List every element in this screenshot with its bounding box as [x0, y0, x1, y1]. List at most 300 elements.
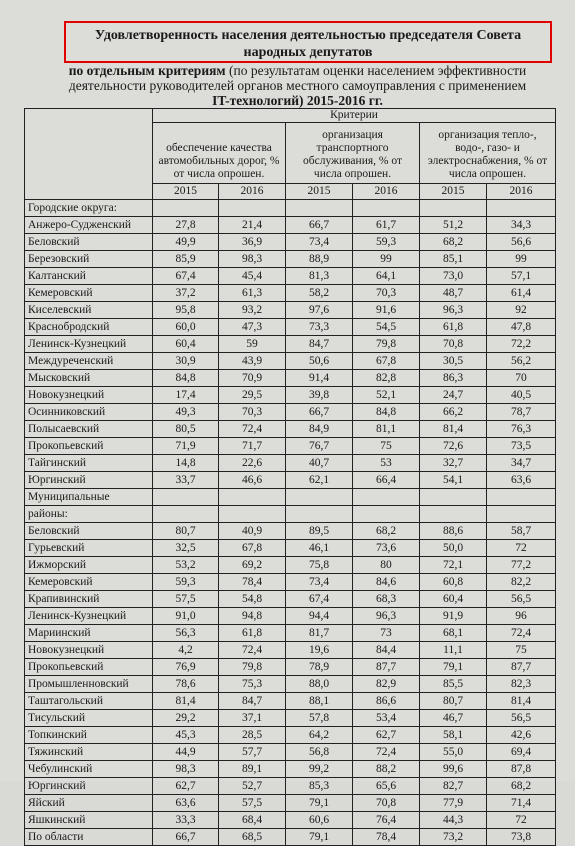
value-cell: 40,9 [219, 523, 286, 540]
value-cell: 57,5 [219, 795, 286, 812]
section-row-municipal-districts-cont [25, 506, 556, 523]
value-cell: 88,6 [420, 523, 487, 540]
row-label: Гурьевский [25, 540, 153, 557]
value-cell: 46,6 [219, 472, 286, 489]
row-label: Тисульский [25, 710, 153, 727]
value-cell: 87,7 [353, 659, 420, 676]
year-header: 2015 [153, 184, 219, 200]
table-row [25, 540, 556, 557]
row-label: Беловский [25, 234, 153, 251]
value-cell: 81,4 [420, 421, 487, 438]
value-cell: 81,4 [487, 693, 556, 710]
value-cell: 68,2 [353, 523, 420, 540]
section-row-municipal-districts [25, 489, 556, 506]
table-row [25, 455, 556, 472]
table-row [25, 234, 556, 251]
value-cell: 84,4 [353, 642, 420, 659]
value-cell: 62,1 [286, 472, 353, 489]
value-cell: 32,7 [420, 455, 487, 472]
value-cell: 85,3 [286, 778, 353, 795]
table-row [25, 812, 556, 829]
value-cell: 29,2 [153, 710, 219, 727]
row-label: Тяжинский [25, 744, 153, 761]
value-cell: 27,8 [153, 217, 219, 234]
table-row [25, 676, 556, 693]
value-cell: 56,5 [487, 591, 556, 608]
value-cell: 68,1 [420, 625, 487, 642]
row-label: Полысаевский [25, 421, 153, 438]
value-cell: 34,3 [487, 217, 556, 234]
table-row [25, 404, 556, 421]
value-cell: 99 [487, 251, 556, 268]
table-row [25, 285, 556, 302]
table-row [25, 336, 556, 353]
row-label: Прокопьевский [25, 438, 153, 455]
value-cell: 64,2 [286, 727, 353, 744]
row-label: Междуреченский [25, 353, 153, 370]
table-row [25, 659, 556, 676]
value-cell: 67,4 [286, 591, 353, 608]
table-row [25, 574, 556, 591]
value-cell: 86,3 [420, 370, 487, 387]
value-cell: 72,1 [420, 557, 487, 574]
value-cell: 82,9 [353, 676, 420, 693]
row-label: Беловский [25, 523, 153, 540]
value-cell: 61,4 [487, 285, 556, 302]
table-row [25, 778, 556, 795]
value-cell: 37,2 [153, 285, 219, 302]
value-cell: 81,3 [286, 268, 353, 285]
value-cell: 88,2 [353, 761, 420, 778]
value-cell: 91,4 [286, 370, 353, 387]
value-cell: 77,9 [420, 795, 487, 812]
value-cell: 66,2 [420, 404, 487, 421]
value-cell: 54,1 [420, 472, 487, 489]
value-cell: 72 [487, 540, 556, 557]
value-cell: 73,8 [487, 829, 556, 846]
value-cell: 73,6 [353, 540, 420, 557]
row-label: Ленинск-Кузнецкий [25, 608, 153, 625]
value-cell: 81,1 [353, 421, 420, 438]
value-cell: 68,2 [487, 778, 556, 795]
value-cell: 80,7 [420, 693, 487, 710]
row-label: Яйский [25, 795, 153, 812]
value-cell: 95,8 [153, 302, 219, 319]
value-cell: 71,9 [153, 438, 219, 455]
value-cell: 87,8 [487, 761, 556, 778]
year-header: 2015 [420, 184, 487, 200]
value-cell: 78,7 [487, 404, 556, 421]
value-cell: 24,7 [420, 387, 487, 404]
value-cell: 61,8 [420, 319, 487, 336]
value-cell: 88,9 [286, 251, 353, 268]
value-cell: 58,1 [420, 727, 487, 744]
value-cell: 33,7 [153, 472, 219, 489]
value-cell: 55,0 [420, 744, 487, 761]
value-cell: 72,4 [487, 625, 556, 642]
value-cell: 80 [353, 557, 420, 574]
table-row [25, 608, 556, 625]
value-cell: 17,4 [153, 387, 219, 404]
value-cell: 86,6 [353, 693, 420, 710]
value-cell: 72,4 [219, 642, 286, 659]
value-cell: 82,8 [353, 370, 420, 387]
value-cell: 89,1 [219, 761, 286, 778]
row-label: Юргинский [25, 472, 153, 489]
row-label: Прокопьевский [25, 659, 153, 676]
value-cell: 29,5 [219, 387, 286, 404]
table-row [25, 829, 556, 846]
year-header: 2016 [353, 184, 420, 200]
value-cell: 76,7 [286, 438, 353, 455]
value-cell: 93,2 [219, 302, 286, 319]
value-cell: 53,4 [353, 710, 420, 727]
row-label: Киселевский [25, 302, 153, 319]
row-label: Краснобродский [25, 319, 153, 336]
value-cell: 76,3 [487, 421, 556, 438]
value-cell: 54,8 [219, 591, 286, 608]
table-row [25, 642, 556, 659]
value-cell: 79,8 [353, 336, 420, 353]
value-cell: 76,4 [353, 812, 420, 829]
value-cell: 63,6 [153, 795, 219, 812]
table-row [25, 302, 556, 319]
value-cell: 73,4 [286, 574, 353, 591]
value-cell: 48,7 [420, 285, 487, 302]
value-cell: 96 [487, 608, 556, 625]
value-cell: 92 [487, 302, 556, 319]
row-label: Мысковский [25, 370, 153, 387]
value-cell: 72,4 [353, 744, 420, 761]
value-cell: 40,5 [487, 387, 556, 404]
value-cell: 66,7 [286, 217, 353, 234]
column-header-roads: обеспечение качества автомобильных дорог, % от числа опрошен. [153, 123, 286, 184]
value-cell: 96,3 [420, 302, 487, 319]
value-cell: 87,7 [487, 659, 556, 676]
value-cell: 44,3 [420, 812, 487, 829]
table-row [25, 744, 556, 761]
value-cell: 66,7 [286, 404, 353, 421]
row-label: Яшкинский [25, 812, 153, 829]
section-label: Муниципальные [25, 489, 153, 506]
value-cell: 60,6 [286, 812, 353, 829]
row-label: Юргинский [25, 778, 153, 795]
value-cell: 68,4 [219, 812, 286, 829]
value-cell: 79,8 [219, 659, 286, 676]
value-cell: 60,4 [420, 591, 487, 608]
table-row [25, 268, 556, 285]
value-cell: 91,9 [420, 608, 487, 625]
row-label: Ижморский [25, 557, 153, 574]
document-subtitle [60, 63, 535, 108]
value-cell: 99,2 [286, 761, 353, 778]
value-cell: 66,4 [353, 472, 420, 489]
table-corner-cell [25, 109, 153, 200]
value-cell: 45,4 [219, 268, 286, 285]
value-cell: 61,8 [219, 625, 286, 642]
value-cell: 72 [487, 812, 556, 829]
value-cell: 52,1 [353, 387, 420, 404]
value-cell: 69,2 [219, 557, 286, 574]
value-cell: 30,5 [420, 353, 487, 370]
table-row [25, 710, 556, 727]
table-row [25, 319, 556, 336]
value-cell: 52,7 [219, 778, 286, 795]
value-cell: 61,3 [219, 285, 286, 302]
value-cell: 59,3 [153, 574, 219, 591]
table-row [25, 591, 556, 608]
value-cell: 67,8 [219, 540, 286, 557]
value-cell: 91,6 [353, 302, 420, 319]
subtitle-bold-part-2: IT-технологий) 2015-2016 гг. [212, 93, 383, 108]
value-cell: 73 [353, 625, 420, 642]
value-cell: 46,7 [420, 710, 487, 727]
year-header: 2016 [487, 184, 556, 200]
value-cell: 63,6 [487, 472, 556, 489]
value-cell: 32,5 [153, 540, 219, 557]
table-row [25, 472, 556, 489]
table-row [25, 251, 556, 268]
table-row [25, 523, 556, 540]
section-row-city-districts [25, 200, 556, 217]
table-row [25, 387, 556, 404]
value-cell: 69,4 [487, 744, 556, 761]
section-label: районы: [25, 506, 153, 523]
value-cell: 70 [487, 370, 556, 387]
row-label: Калтанский [25, 268, 153, 285]
value-cell: 22,6 [219, 455, 286, 472]
value-cell: 75,3 [219, 676, 286, 693]
value-cell: 53 [353, 455, 420, 472]
column-header-utilities: организация тепло-, водо-, газо- и электроснабжения, % от числа опрошен. [420, 123, 556, 184]
document-title: Удовлетворенность населения деятельностью председателя Совета народных депутатов [64, 21, 552, 63]
value-cell: 85,9 [153, 251, 219, 268]
value-cell: 82,7 [420, 778, 487, 795]
value-cell: 44,9 [153, 744, 219, 761]
value-cell: 50,0 [420, 540, 487, 557]
value-cell: 21,4 [219, 217, 286, 234]
row-label: Тайгинский [25, 455, 153, 472]
row-label: Новокузнецкий [25, 642, 153, 659]
value-cell: 72,6 [420, 438, 487, 455]
value-cell: 89,5 [286, 523, 353, 540]
value-cell: 30,9 [153, 353, 219, 370]
value-cell: 73,4 [286, 234, 353, 251]
value-cell: 56,6 [487, 234, 556, 251]
value-cell: 39,8 [286, 387, 353, 404]
value-cell: 70,3 [219, 404, 286, 421]
value-cell: 79,1 [286, 829, 353, 846]
subtitle-text-part: (по результатам оценки населением эффективности деятельности руководителей органов местного самоуправления с применением [68, 63, 527, 93]
value-cell: 68,3 [353, 591, 420, 608]
value-cell: 75 [487, 642, 556, 659]
table-row [25, 217, 556, 234]
table-row [25, 421, 556, 438]
value-cell: 78,4 [219, 574, 286, 591]
value-cell: 64,1 [353, 268, 420, 285]
value-cell: 94,4 [286, 608, 353, 625]
table-row [25, 353, 556, 370]
value-cell: 56,8 [286, 744, 353, 761]
value-cell: 91,0 [153, 608, 219, 625]
value-cell: 37,1 [219, 710, 286, 727]
row-label: Осинниковский [25, 404, 153, 421]
value-cell: 68,2 [420, 234, 487, 251]
value-cell: 54,5 [353, 319, 420, 336]
value-cell: 94,8 [219, 608, 286, 625]
value-cell: 77,2 [487, 557, 556, 574]
value-cell: 80,5 [153, 421, 219, 438]
value-cell: 99 [353, 251, 420, 268]
table-row [25, 795, 556, 812]
row-label: Анжеро-Судженский [25, 217, 153, 234]
value-cell: 85,5 [420, 676, 487, 693]
value-cell: 78,4 [353, 829, 420, 846]
value-cell: 71,7 [219, 438, 286, 455]
value-cell: 47,3 [219, 319, 286, 336]
value-cell: 34,7 [487, 455, 556, 472]
value-cell: 4,2 [153, 642, 219, 659]
value-cell: 57,1 [487, 268, 556, 285]
table-row [25, 557, 556, 574]
value-cell: 70,9 [219, 370, 286, 387]
row-label: Березовский [25, 251, 153, 268]
value-cell: 70,8 [420, 336, 487, 353]
value-cell: 19,6 [286, 642, 353, 659]
value-cell: 82,2 [487, 574, 556, 591]
value-cell: 84,9 [286, 421, 353, 438]
value-cell: 49,9 [153, 234, 219, 251]
value-cell: 84,8 [153, 370, 219, 387]
row-label: Кемеровский [25, 285, 153, 302]
value-cell: 72,4 [219, 421, 286, 438]
value-cell: 51,2 [420, 217, 487, 234]
value-cell: 45,3 [153, 727, 219, 744]
year-header: 2015 [286, 184, 353, 200]
value-cell: 14,8 [153, 455, 219, 472]
value-cell: 36,9 [219, 234, 286, 251]
value-cell: 57,8 [286, 710, 353, 727]
table-row [25, 693, 556, 710]
value-cell: 11,1 [420, 642, 487, 659]
value-cell: 60,0 [153, 319, 219, 336]
value-cell: 88,1 [286, 693, 353, 710]
row-label: По области [25, 829, 153, 846]
value-cell: 73,2 [420, 829, 487, 846]
table-row [25, 438, 556, 455]
value-cell: 60,4 [153, 336, 219, 353]
value-cell: 56,2 [487, 353, 556, 370]
value-cell: 42,6 [487, 727, 556, 744]
value-cell: 46,1 [286, 540, 353, 557]
value-cell: 56,5 [487, 710, 556, 727]
value-cell: 80,7 [153, 523, 219, 540]
value-cell: 81,4 [153, 693, 219, 710]
value-cell: 60,8 [420, 574, 487, 591]
row-label: Ленинск-Кузнецкий [25, 336, 153, 353]
value-cell: 79,1 [420, 659, 487, 676]
row-label: Кемеровский [25, 574, 153, 591]
row-label: Мариинский [25, 625, 153, 642]
value-cell: 50,6 [286, 353, 353, 370]
row-label: Таштагольский [25, 693, 153, 710]
criteria-header: Критерии [153, 109, 556, 123]
value-cell: 78,9 [286, 659, 353, 676]
table-row [25, 370, 556, 387]
value-cell: 73,5 [487, 438, 556, 455]
column-header-transport: организация транспортного обслуживания, % от числа опрошен. [286, 123, 420, 184]
value-cell: 72,2 [487, 336, 556, 353]
value-cell: 98,3 [219, 251, 286, 268]
value-cell: 84,7 [219, 693, 286, 710]
value-cell: 75,8 [286, 557, 353, 574]
value-cell: 28,5 [219, 727, 286, 744]
satisfaction-table [24, 108, 556, 846]
value-cell: 66,7 [153, 829, 219, 846]
value-cell: 33,3 [153, 812, 219, 829]
value-cell: 67,4 [153, 268, 219, 285]
value-cell: 88,0 [286, 676, 353, 693]
table-row [25, 625, 556, 642]
value-cell: 53,2 [153, 557, 219, 574]
value-cell: 62,7 [153, 778, 219, 795]
value-cell: 70,8 [353, 795, 420, 812]
value-cell: 81,7 [286, 625, 353, 642]
row-label: Топкинский [25, 727, 153, 744]
value-cell: 84,6 [353, 574, 420, 591]
subtitle-bold-part-1: по отдельным критериям [68, 63, 226, 78]
value-cell: 62,7 [353, 727, 420, 744]
value-cell: 58,2 [286, 285, 353, 302]
table-row [25, 761, 556, 778]
value-cell: 71,4 [487, 795, 556, 812]
section-label: Городские округа: [25, 200, 153, 217]
table-row [25, 727, 556, 744]
value-cell: 57,7 [219, 744, 286, 761]
value-cell: 82,3 [487, 676, 556, 693]
row-label: Новокузнецкий [25, 387, 153, 404]
value-cell: 96,3 [353, 608, 420, 625]
value-cell: 59 [219, 336, 286, 353]
value-cell: 57,5 [153, 591, 219, 608]
value-cell: 40,7 [286, 455, 353, 472]
value-cell: 84,7 [286, 336, 353, 353]
value-cell: 67,8 [353, 353, 420, 370]
year-header: 2016 [219, 184, 286, 200]
row-label: Чебулинский [25, 761, 153, 778]
value-cell: 85,1 [420, 251, 487, 268]
row-label: Крапивинский [25, 591, 153, 608]
value-cell: 47,8 [487, 319, 556, 336]
value-cell: 43,9 [219, 353, 286, 370]
value-cell: 99,6 [420, 761, 487, 778]
value-cell: 56,3 [153, 625, 219, 642]
value-cell: 75 [353, 438, 420, 455]
value-cell: 73,0 [420, 268, 487, 285]
value-cell: 68,5 [219, 829, 286, 846]
value-cell: 84,8 [353, 404, 420, 421]
value-cell: 79,1 [286, 795, 353, 812]
value-cell: 97,6 [286, 302, 353, 319]
value-cell: 59,3 [353, 234, 420, 251]
value-cell: 98,3 [153, 761, 219, 778]
value-cell: 76,9 [153, 659, 219, 676]
value-cell: 65,6 [353, 778, 420, 795]
value-cell: 58,7 [487, 523, 556, 540]
value-cell: 61,7 [353, 217, 420, 234]
value-cell: 70,3 [353, 285, 420, 302]
row-label: Промышленновский [25, 676, 153, 693]
